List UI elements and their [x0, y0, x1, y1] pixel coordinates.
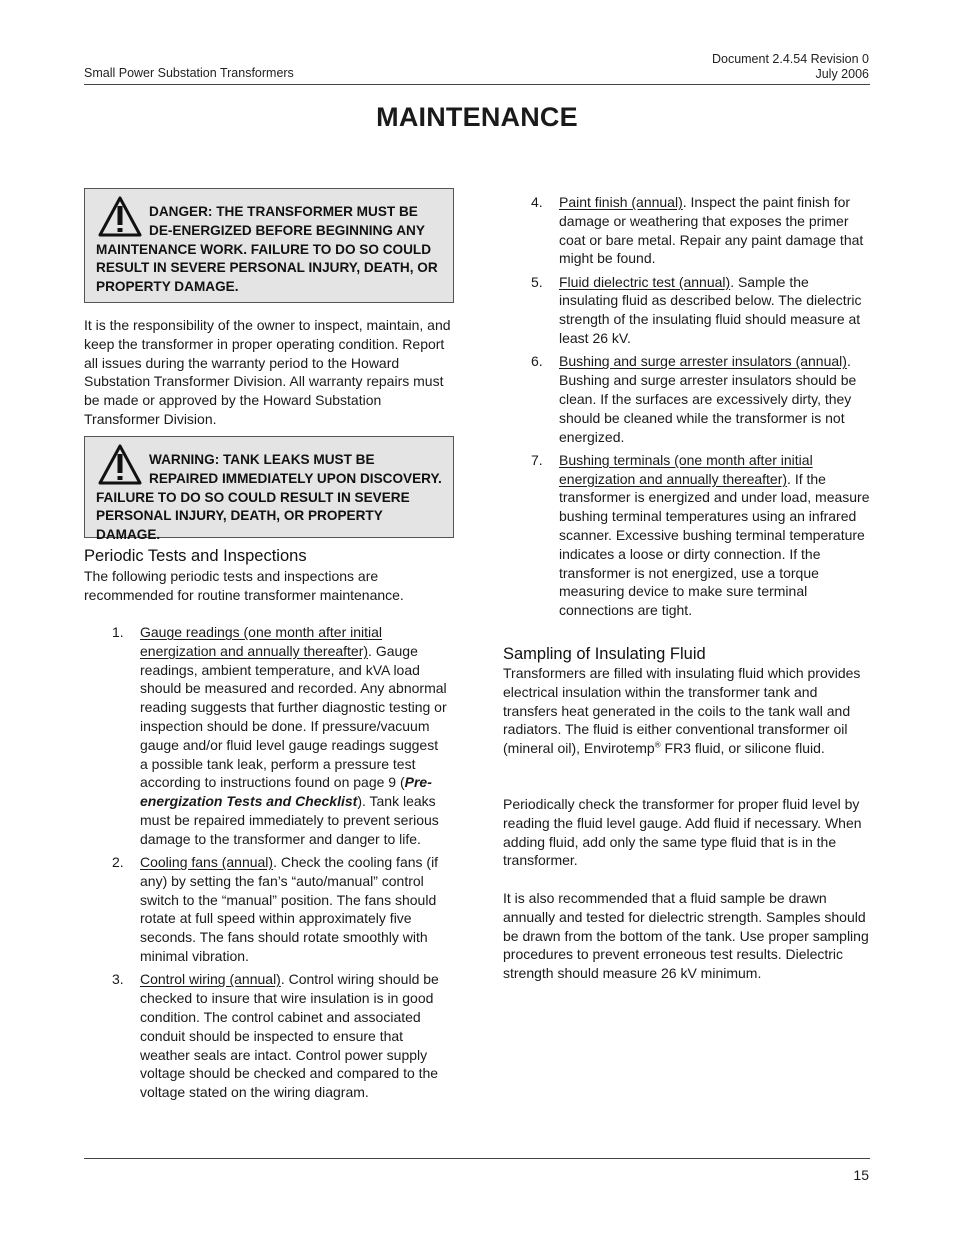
item-title: Control wiring (annual) [140, 971, 281, 988]
periodic-heading: Periodic Tests and Inspections [84, 547, 307, 565]
list-item: 7. Bushing terminals (one month after initial energization and annually thereafter). If the transformer is energized and under load, measure bushing terminal temperatures using an infrared scanner. Excessive bushing terminal temperature indicates a loose or dirty connection. If the transformer is not energized, use a torque measuring device to make sure terminal connections are tight. [531, 451, 870, 619]
intro-paragraph: It is the responsibility of the owner to inspect, maintain, and keep the transformer in proper operating condition. Report all issues during the warranty period to the Howard Substation Transformer Division. All warranty repairs must be made or approved by the Howard Substation Transformer Division. [84, 317, 451, 427]
page-number: 15 [853, 1167, 869, 1183]
sampling-heading: Sampling of Insulating Fluid [503, 645, 706, 663]
item-title: Bushing and surge arrester insulators (annual) [559, 353, 847, 370]
item-title: Gauge readings (one month after initial energization and annually thereafter) [140, 624, 383, 659]
item-title: Bushing terminals (one month after initial energization and annually thereafter) [559, 451, 813, 487]
list-item: 1. Gauge readings (one month after initial energization and annually thereafter). Gauge readings, ambient temperature, and kVA load should be measured and recorded. Any abnormal reading suggests that further diagnostic testing or inspection should be done. If pressure/vacuum gauge and/or fluid level gauge readings suggest a possible tank leak, perform a pressure test according to instructions found on page 9 (Pre-energization Tests and Checklist). Tank leaks must be repaired immediately to prevent serious damage to the transformer and danger to life. [112, 624, 447, 847]
item-title: Cooling fans (annual) [140, 854, 274, 871]
cross-reference: Pre-energization Tests and Checklist [140, 774, 432, 810]
document-date: July 2006 [815, 67, 869, 81]
danger-notice [84, 188, 454, 303]
danger-text: DANGER: THE TRANSFORMER MUST BE DE-ENERGIZED BEFORE BEGINNING ANY MAINTENANCE WORK. FAILURE TO DO SO COULD RESULT IN SEVERE PERSONAL INJURY, DEATH, OR PROPERTY DAMAGE. [96, 204, 438, 295]
registered-mark: ® [654, 740, 661, 750]
page-title: MAINTENANCE [376, 102, 578, 132]
sampling-paragraph-2: Periodically check the transformer for proper fluid level by reading the fluid level gauge. Add fluid if necessary. When adding fluid, add only the same type fluid that is in the transformer. [503, 796, 862, 869]
maintenance-list-right [503, 193, 871, 625]
list-item: 3. Control wiring (annual). Control wiring should be checked to insure that wire insulation is in good condition. The control cabinet and associated conduit should be inspected to ensure that weather seals are intact. Control power supply voltage should be checked and compared to the voltage stated on the wiring diagram. [112, 971, 439, 1101]
list-item: 5. Fluid dielectric test (annual). Sample the insulating fluid as described below. The dielectric strength of the insulating fluid should measure at least 26 kV. [531, 273, 862, 347]
periodic-intro: The following periodic tests and inspections are recommended for routine transformer maintenance. [84, 568, 404, 603]
maintenance-list-left [84, 623, 447, 1106]
warning-notice [84, 436, 454, 543]
list-item: 4. Paint finish (annual). Inspect the paint finish for damage or weathering that exposes the primer coat or bare metal. Repair any paint damage that might be found. [531, 194, 864, 267]
warning-text: WARNING: TANK LEAKS MUST BE REPAIRED IMMEDIATELY UPON DISCOVERY. FAILURE TO DO SO COULD RESULT IN SEVERE PERSONAL INJURY, DEATH, OR PROPERTY DAMAGE. [96, 452, 442, 543]
sampling-paragraph-1: Transformers are filled with insulating fluid which provides electrical insulation within the transformer tank and transfers heat generated in the coils to the tank wall and radiators. The fluid is either conventional transformer oil (mineral oil), Envirotemp® FR3 fluid, or silicone fluid. [503, 665, 861, 757]
warning-triangle-icon [97, 195, 143, 239]
list-item: 6. Bushing and surge arrester insulators (annual). Bushing and surge arrester insulators should be clean. If the surfaces are excessively dirty, they should be cleaned while the transformer is not energized. [531, 353, 857, 445]
running-header-title: Small Power Substation Transformers [84, 66, 294, 80]
item-title: Paint finish (annual) [559, 194, 683, 210]
document-number: Document 2.4.54 Revision 0 [711, 52, 869, 66]
header-rule [84, 84, 870, 85]
footer-rule [84, 1158, 870, 1159]
sampling-paragraph-3: It is also recommended that a fluid sample be drawn annually and tested for dielectric strength. Samples should be drawn from the bottom of the tank. Use proper sampling procedures to prevent erroneous test results. Dielectric strength should measure 26 kV minimum. [503, 890, 869, 982]
item-title: Fluid dielectric test (annual) [559, 273, 731, 290]
warning-triangle-icon [97, 443, 143, 487]
document-info [712, 52, 869, 82]
list-item: 2. Cooling fans (annual). Check the cooling fans (if any) by setting the fan’s “auto/manual” control switch to the “manual” position. The fans should rotate at full speed within approximately five seconds. The fans should rotate smoothly with minimal vibration. [112, 854, 439, 965]
